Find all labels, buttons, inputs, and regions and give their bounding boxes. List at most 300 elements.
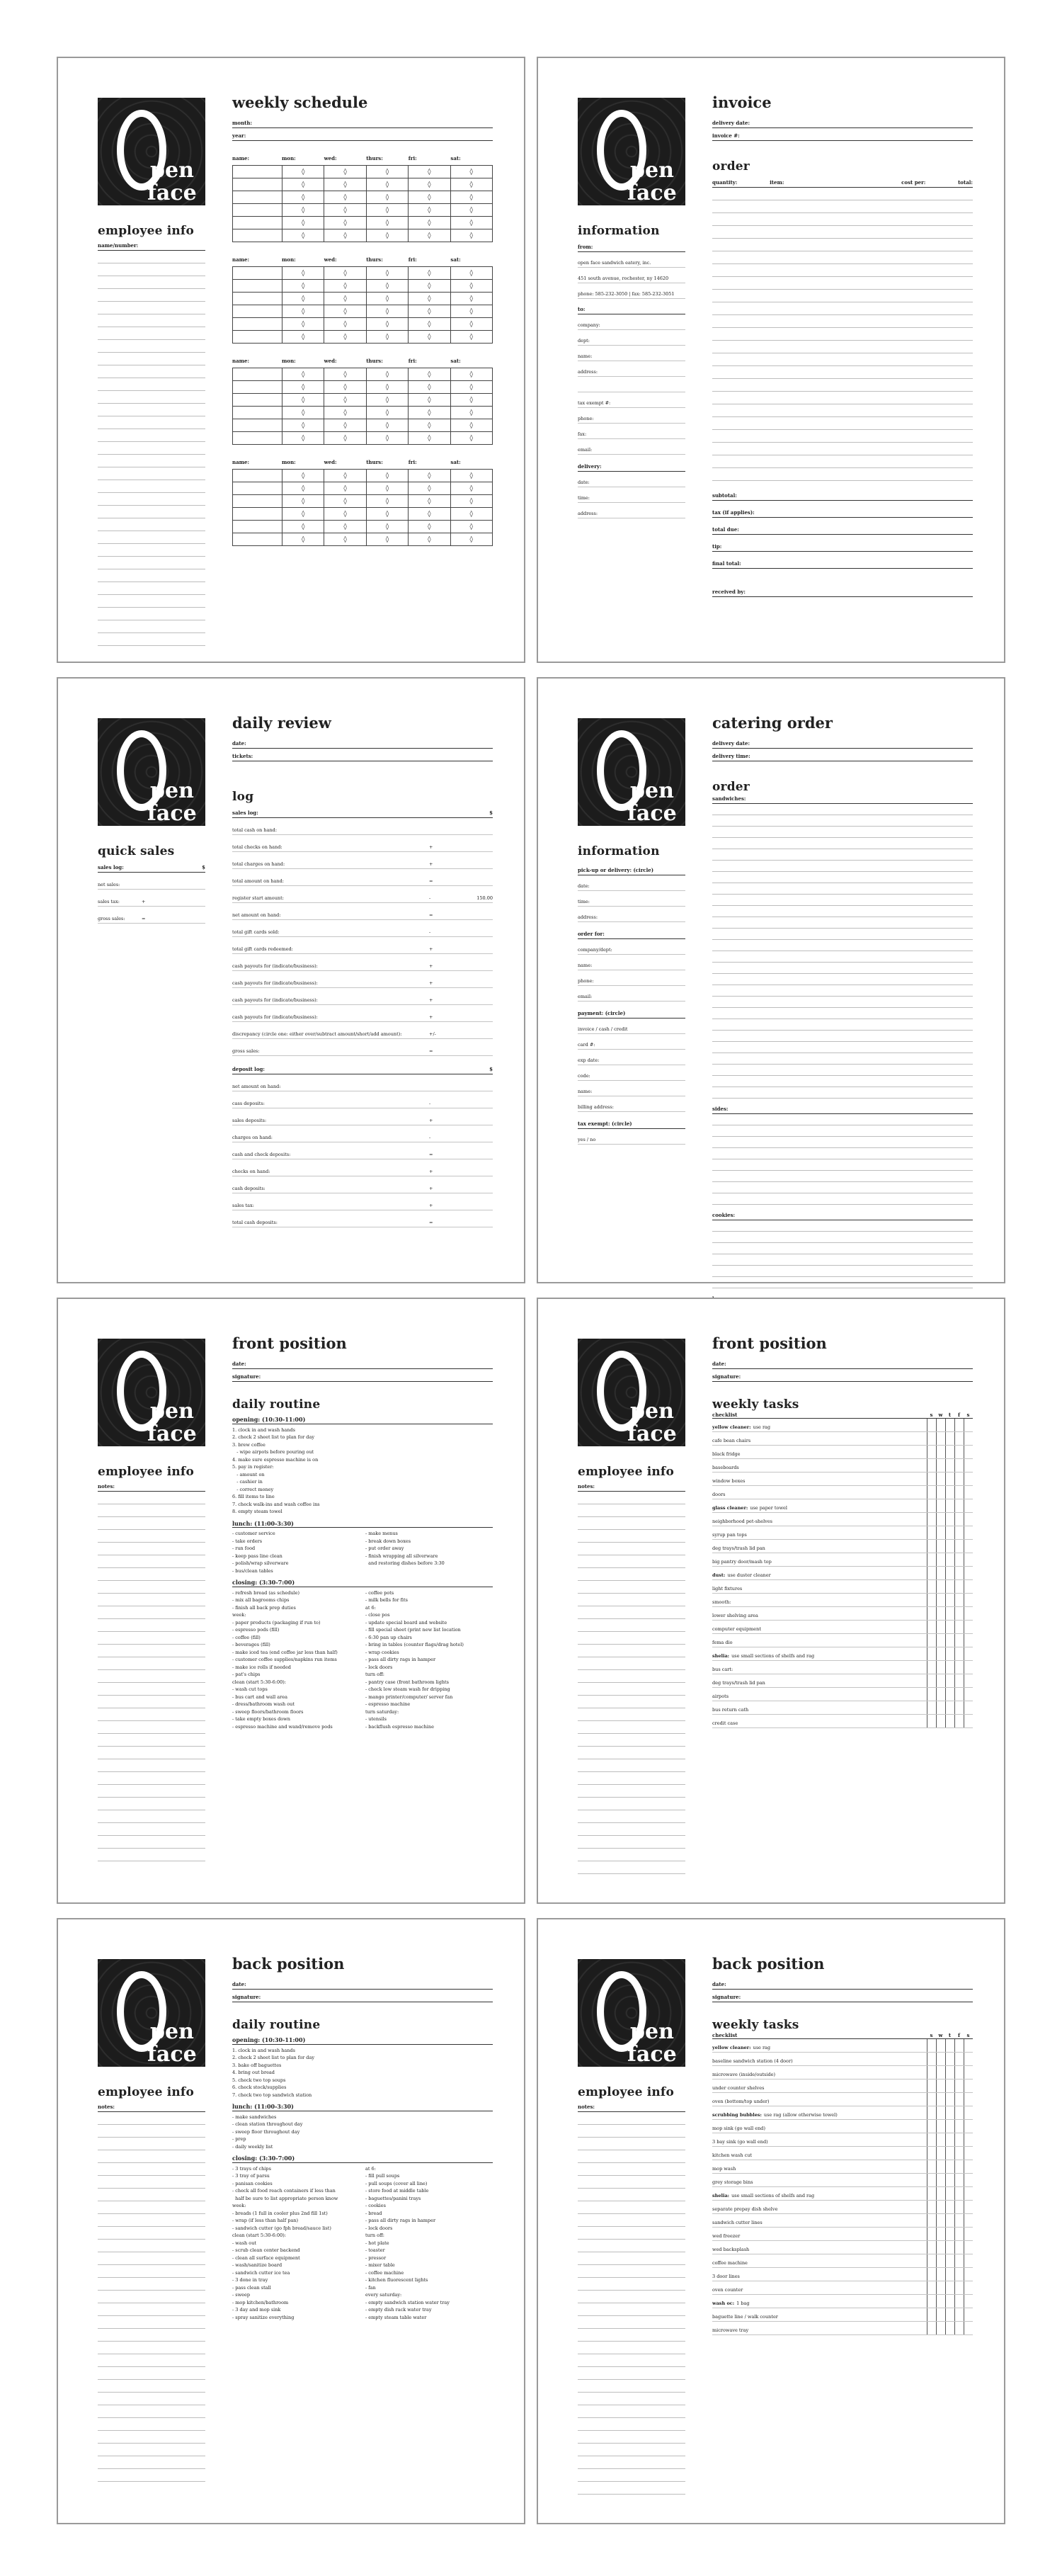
check-cell[interactable] (954, 2228, 964, 2241)
blank-line[interactable] (712, 1277, 973, 1288)
check-cell[interactable] (936, 2039, 945, 2053)
schedule-shift-cell[interactable]: ◊ (409, 381, 450, 394)
check-cell[interactable] (936, 1446, 945, 1459)
blank-line[interactable] (98, 2342, 205, 2354)
schedule-shift-cell[interactable]: ◊ (409, 331, 450, 344)
blank-line[interactable] (98, 1530, 205, 1543)
log-row[interactable] (232, 937, 493, 954)
check-cell[interactable] (964, 1419, 973, 1432)
schedule-shift-cell[interactable]: ◊ (324, 229, 366, 242)
blank-line[interactable] (98, 276, 205, 289)
note-lines[interactable] (578, 2112, 685, 2495)
schedule-shift-cell[interactable]: ◊ (450, 229, 492, 242)
schedule-shift-cell[interactable]: ◊ (282, 508, 324, 521)
schedule-shift-cell[interactable]: ◊ (366, 495, 408, 508)
blank-line[interactable] (578, 1708, 685, 1721)
check-cell[interactable] (964, 1553, 973, 1567)
schedule-name-cell[interactable] (233, 293, 282, 305)
schedule-shift-cell[interactable]: ◊ (450, 318, 492, 331)
check-cell[interactable] (945, 1459, 954, 1473)
blank-line[interactable] (98, 493, 205, 506)
check-cell[interactable] (954, 2174, 964, 2187)
check-cell[interactable] (936, 1688, 945, 1701)
log-row[interactable] (232, 1108, 493, 1125)
schedule-shift-cell[interactable]: ◊ (409, 533, 450, 546)
blank-line[interactable] (98, 2354, 205, 2367)
check-cell[interactable] (964, 1688, 973, 1701)
check-cell[interactable] (936, 2241, 945, 2254)
check-cell[interactable] (936, 1701, 945, 1715)
blank-line[interactable] (98, 1543, 205, 1555)
check-cell[interactable] (964, 1432, 973, 1446)
check-cell[interactable] (927, 2039, 936, 2053)
schedule-shift-cell[interactable]: ◊ (282, 394, 324, 407)
log-row[interactable] (232, 1091, 493, 1108)
blank-line[interactable] (98, 340, 205, 353)
schedule-shift-cell[interactable]: ◊ (450, 407, 492, 419)
date-field[interactable]: date: (712, 1356, 973, 1369)
blank-line[interactable] (578, 1517, 685, 1530)
check-cell[interactable] (954, 2187, 964, 2201)
order-lines[interactable] (712, 188, 973, 481)
log-row[interactable] (232, 1074, 493, 1091)
form-line[interactable]: name: (578, 955, 685, 970)
blank-line[interactable] (98, 1785, 205, 1798)
check-cell[interactable] (945, 2241, 954, 2254)
month-field[interactable]: month: (232, 115, 493, 128)
check-cell[interactable] (927, 2254, 936, 2268)
check-cell[interactable] (927, 1701, 936, 1715)
check-cell[interactable] (945, 2053, 954, 2066)
check-cell[interactable] (964, 2053, 973, 2066)
schedule-shift-cell[interactable]: ◊ (282, 470, 324, 482)
schedule-shift-cell[interactable]: ◊ (450, 419, 492, 432)
check-cell[interactable] (936, 2079, 945, 2093)
schedule-shift-cell[interactable]: ◊ (366, 470, 408, 482)
schedule-name-cell[interactable] (233, 318, 282, 331)
blank-line[interactable] (712, 1182, 973, 1193)
blank-line[interactable] (712, 827, 973, 838)
form-line[interactable]: date: (578, 472, 685, 487)
schedule-shift-cell[interactable]: ◊ (409, 470, 450, 482)
blank-line[interactable] (578, 1568, 685, 1581)
schedule-shift-cell[interactable]: ◊ (366, 267, 408, 280)
schedule-shift-cell[interactable]: ◊ (324, 178, 366, 191)
schedule-shift-cell[interactable]: ◊ (450, 533, 492, 546)
schedule-shift-cell[interactable]: ◊ (409, 267, 450, 280)
check-cell[interactable] (936, 1634, 945, 1647)
schedule-name-cell[interactable] (233, 508, 282, 521)
schedule-shift-cell[interactable]: ◊ (450, 368, 492, 381)
schedule-shift-cell[interactable]: ◊ (450, 331, 492, 344)
check-cell[interactable] (954, 1674, 964, 1688)
check-cell[interactable] (936, 2254, 945, 2268)
blank-line[interactable] (712, 1042, 973, 1053)
blank-line[interactable] (578, 2405, 685, 2418)
schedule-shift-cell[interactable]: ◊ (282, 368, 324, 381)
check-cell[interactable] (936, 1473, 945, 1486)
blank-line[interactable] (712, 1137, 973, 1148)
blank-line[interactable] (578, 1632, 685, 1645)
form-line[interactable]: name: (578, 1081, 685, 1096)
blank-line[interactable] (98, 2291, 205, 2303)
schedule-shift-cell[interactable]: ◊ (324, 331, 366, 344)
schedule-shift-cell[interactable]: ◊ (282, 305, 324, 318)
blank-line[interactable] (578, 1594, 685, 1606)
blank-line[interactable] (712, 1087, 973, 1099)
date-field[interactable]: date: (712, 1977, 973, 1990)
check-cell[interactable] (945, 2308, 954, 2322)
log-row[interactable] (232, 869, 493, 886)
blank-line[interactable] (712, 1148, 973, 1159)
check-cell[interactable] (945, 1513, 954, 1526)
schedule-name-cell[interactable] (233, 533, 282, 546)
blank-line[interactable] (98, 2316, 205, 2329)
blank-line[interactable] (98, 480, 205, 493)
check-cell[interactable] (945, 1446, 954, 1459)
check-cell[interactable] (945, 1647, 954, 1661)
schedule-shift-cell[interactable]: ◊ (409, 280, 450, 293)
schedule-shift-cell[interactable]: ◊ (366, 331, 408, 344)
invoice-number-field[interactable]: invoice #: (712, 128, 973, 141)
schedule-shift-cell[interactable]: ◊ (366, 407, 408, 419)
schedule-shift-cell[interactable]: ◊ (366, 521, 408, 533)
blank-line[interactable] (98, 251, 205, 263)
schedule-shift-cell[interactable]: ◊ (450, 470, 492, 482)
blank-line[interactable] (578, 1645, 685, 1657)
blank-line[interactable] (712, 861, 973, 872)
blank-line[interactable] (98, 378, 205, 391)
check-cell[interactable] (936, 1419, 945, 1432)
blank-line[interactable] (578, 2138, 685, 2150)
form-line[interactable]: yes / no (578, 1129, 685, 1145)
blank-line[interactable] (712, 1125, 973, 1137)
check-cell[interactable] (936, 1459, 945, 1473)
check-cell[interactable] (964, 2187, 973, 2201)
schedule-shift-cell[interactable]: ◊ (282, 267, 324, 280)
check-cell[interactable] (954, 2066, 964, 2079)
schedule-shift-cell[interactable]: ◊ (324, 305, 366, 318)
blank-line[interactable] (578, 2201, 685, 2214)
schedule-name-cell[interactable] (233, 407, 282, 419)
schedule-shift-cell[interactable]: ◊ (324, 204, 366, 217)
check-cell[interactable] (927, 2174, 936, 2187)
form-line[interactable]: invoice / cash / credit (578, 1019, 685, 1034)
check-cell[interactable] (954, 2160, 964, 2174)
check-cell[interactable] (954, 2079, 964, 2093)
check-cell[interactable] (945, 2106, 954, 2120)
schedule-name-cell[interactable] (233, 267, 282, 280)
check-cell[interactable] (954, 1513, 964, 1526)
check-cell[interactable] (964, 2254, 973, 2268)
blank-line[interactable] (712, 226, 973, 239)
check-cell[interactable] (945, 1701, 954, 1715)
blank-line[interactable] (712, 200, 973, 213)
schedule-shift-cell[interactable]: ◊ (282, 204, 324, 217)
check-cell[interactable] (936, 1526, 945, 1540)
blank-line[interactable] (98, 1619, 205, 1632)
blank-line[interactable] (98, 1645, 205, 1657)
schedule-name-cell[interactable] (233, 495, 282, 508)
blank-line[interactable] (98, 518, 205, 531)
blank-line[interactable] (578, 1747, 685, 1759)
blank-line[interactable] (98, 404, 205, 416)
check-cell[interactable] (954, 2147, 964, 2160)
check-cell[interactable] (945, 1567, 954, 1580)
check-cell[interactable] (927, 1634, 936, 1647)
schedule-shift-cell[interactable]: ◊ (366, 178, 408, 191)
blank-line[interactable] (98, 1772, 205, 1785)
blank-line[interactable] (712, 379, 973, 392)
blank-line[interactable] (578, 1504, 685, 1517)
schedule-shift-cell[interactable]: ◊ (409, 521, 450, 533)
signature-field[interactable]: signature: (712, 1369, 973, 1382)
schedule-shift-cell[interactable]: ◊ (366, 318, 408, 331)
blank-line[interactable] (712, 290, 973, 302)
schedule-shift-cell[interactable]: ◊ (282, 166, 324, 178)
check-cell[interactable] (945, 1526, 954, 1540)
check-cell[interactable] (927, 1580, 936, 1594)
blank-line[interactable] (98, 1492, 205, 1504)
form-line[interactable]: open face sandwich eatery, inc. (578, 252, 685, 268)
schedule-shift-cell[interactable]: ◊ (282, 229, 324, 242)
schedule-shift-cell[interactable]: ◊ (409, 204, 450, 217)
blank-line[interactable] (578, 1530, 685, 1543)
blank-line[interactable] (578, 1606, 685, 1619)
total-field[interactable]: subtotal: (712, 484, 973, 501)
blank-line[interactable] (712, 940, 973, 951)
blank-line[interactable] (98, 2303, 205, 2316)
delivery-date-field[interactable]: delivery date: (712, 736, 973, 749)
form-line[interactable]: date: (578, 875, 685, 891)
schedule-shift-cell[interactable]: ◊ (366, 305, 408, 318)
check-cell[interactable] (964, 1621, 973, 1634)
blank-line[interactable] (578, 2163, 685, 2176)
blank-line[interactable] (712, 1232, 973, 1243)
order-lines[interactable] (712, 1114, 973, 1205)
blank-line[interactable] (98, 2138, 205, 2150)
blank-line[interactable] (712, 1243, 973, 1254)
blank-line[interactable] (712, 929, 973, 940)
blank-line[interactable] (712, 468, 973, 481)
schedule-shift-cell[interactable]: ◊ (282, 407, 324, 419)
schedule-shift-cell[interactable]: ◊ (282, 419, 324, 432)
check-cell[interactable] (964, 2281, 973, 2295)
check-cell[interactable] (936, 1607, 945, 1621)
blank-line[interactable] (578, 2252, 685, 2265)
blank-line[interactable] (578, 1810, 685, 1823)
blank-line[interactable] (712, 1266, 973, 1277)
schedule-name-cell[interactable] (233, 204, 282, 217)
blank-line[interactable] (578, 2189, 685, 2201)
check-cell[interactable] (954, 1432, 964, 1446)
check-cell[interactable] (936, 1661, 945, 1674)
schedule-shift-cell[interactable]: ◊ (366, 229, 408, 242)
schedule-shift-cell[interactable]: ◊ (324, 280, 366, 293)
blank-line[interactable] (578, 1861, 685, 1874)
check-cell[interactable] (927, 1473, 936, 1486)
blank-line[interactable] (578, 2291, 685, 2303)
check-cell[interactable] (927, 2201, 936, 2214)
blank-line[interactable] (712, 328, 973, 341)
schedule-shift-cell[interactable]: ◊ (366, 191, 408, 204)
check-cell[interactable] (964, 2106, 973, 2120)
check-cell[interactable] (954, 2268, 964, 2281)
blank-line[interactable] (578, 2150, 685, 2163)
schedule-name-cell[interactable] (233, 521, 282, 533)
check-cell[interactable] (936, 1486, 945, 1499)
check-cell[interactable] (927, 2228, 936, 2241)
check-cell[interactable] (927, 1594, 936, 1607)
blank-line[interactable] (578, 2176, 685, 2189)
check-cell[interactable] (964, 2039, 973, 2053)
blank-line[interactable] (98, 2278, 205, 2291)
blank-line[interactable] (578, 2431, 685, 2444)
blank-line[interactable] (578, 2112, 685, 2125)
check-cell[interactable] (964, 1540, 973, 1553)
note-lines[interactable] (98, 251, 205, 646)
blank-line[interactable] (98, 1683, 205, 1696)
check-cell[interactable] (964, 1701, 973, 1715)
check-cell[interactable] (964, 2160, 973, 2174)
blank-line[interactable] (98, 1759, 205, 1772)
check-cell[interactable] (927, 1419, 936, 1432)
schedule-shift-cell[interactable]: ◊ (366, 381, 408, 394)
schedule-name-cell[interactable] (233, 432, 282, 445)
check-cell[interactable] (954, 1459, 964, 1473)
log-row[interactable] (232, 1039, 493, 1056)
blank-line[interactable] (712, 951, 973, 963)
schedule-shift-cell[interactable]: ◊ (366, 432, 408, 445)
check-cell[interactable] (945, 2228, 954, 2241)
log-row[interactable] (232, 1159, 493, 1176)
check-cell[interactable] (945, 2214, 954, 2228)
check-cell[interactable] (936, 2214, 945, 2228)
check-cell[interactable] (954, 2308, 964, 2322)
total-field[interactable]: final total: (712, 552, 973, 569)
blank-line[interactable] (98, 1594, 205, 1606)
blank-line[interactable] (712, 1008, 973, 1019)
log-row[interactable] (232, 971, 493, 988)
check-cell[interactable] (927, 2106, 936, 2120)
check-cell[interactable] (954, 1473, 964, 1486)
blank-line[interactable] (578, 1581, 685, 1594)
schedule-shift-cell[interactable]: ◊ (282, 191, 324, 204)
note-lines[interactable] (578, 1492, 685, 1874)
blank-line[interactable] (578, 2265, 685, 2278)
check-cell[interactable] (964, 1607, 973, 1621)
check-cell[interactable] (964, 2093, 973, 2106)
schedule-shift-cell[interactable]: ◊ (366, 419, 408, 432)
check-cell[interactable] (954, 2120, 964, 2133)
blank-line[interactable] (712, 430, 973, 443)
blank-line[interactable] (712, 277, 973, 290)
check-cell[interactable] (927, 2133, 936, 2147)
check-cell[interactable] (936, 1540, 945, 1553)
blank-line[interactable] (98, 2405, 205, 2418)
check-cell[interactable] (936, 2174, 945, 2187)
schedule-shift-cell[interactable]: ◊ (409, 482, 450, 495)
schedule-shift-cell[interactable]: ◊ (324, 394, 366, 407)
blank-line[interactable] (98, 2214, 205, 2227)
blank-line[interactable] (98, 416, 205, 429)
blank-line[interactable] (712, 997, 973, 1008)
blank-line[interactable] (578, 2278, 685, 2291)
schedule-shift-cell[interactable]: ◊ (282, 217, 324, 229)
check-cell[interactable] (954, 2201, 964, 2214)
check-cell[interactable] (927, 2079, 936, 2093)
check-cell[interactable] (954, 1540, 964, 1553)
check-cell[interactable] (945, 2039, 954, 2053)
check-cell[interactable] (927, 2147, 936, 2160)
check-cell[interactable] (954, 1446, 964, 1459)
schedule-shift-cell[interactable]: ◊ (282, 533, 324, 546)
schedule-shift-cell[interactable]: ◊ (450, 293, 492, 305)
schedule-shift-cell[interactable]: ◊ (450, 166, 492, 178)
schedule-shift-cell[interactable]: ◊ (324, 217, 366, 229)
check-cell[interactable] (927, 1688, 936, 1701)
check-cell[interactable] (936, 2147, 945, 2160)
schedule-shift-cell[interactable]: ◊ (324, 470, 366, 482)
blank-line[interactable] (98, 2227, 205, 2240)
log-row[interactable] (232, 1022, 493, 1039)
schedule-shift-cell[interactable]: ◊ (366, 368, 408, 381)
blank-line[interactable] (98, 302, 205, 314)
blank-line[interactable] (712, 1076, 973, 1087)
check-cell[interactable] (936, 1432, 945, 1446)
schedule-shift-cell[interactable]: ◊ (450, 217, 492, 229)
schedule-name-cell[interactable] (233, 305, 282, 318)
schedule-shift-cell[interactable]: ◊ (366, 217, 408, 229)
check-cell[interactable] (964, 1459, 973, 1473)
blank-line[interactable] (712, 353, 973, 366)
blank-line[interactable] (578, 2367, 685, 2380)
blank-line[interactable] (98, 1657, 205, 1670)
blank-line[interactable] (98, 2240, 205, 2252)
check-cell[interactable] (927, 1674, 936, 1688)
check-cell[interactable] (927, 1526, 936, 1540)
check-cell[interactable] (954, 1715, 964, 1728)
check-cell[interactable] (927, 1567, 936, 1580)
blank-line[interactable] (712, 1065, 973, 1076)
check-cell[interactable] (964, 2147, 973, 2160)
check-cell[interactable] (936, 2281, 945, 2295)
check-cell[interactable] (964, 1513, 973, 1526)
blank-line[interactable] (712, 366, 973, 379)
schedule-shift-cell[interactable]: ◊ (366, 482, 408, 495)
schedule-shift-cell[interactable]: ◊ (409, 191, 450, 204)
schedule-shift-cell[interactable]: ◊ (450, 482, 492, 495)
blank-line[interactable] (712, 872, 973, 883)
check-cell[interactable] (954, 2241, 964, 2254)
blank-line[interactable] (98, 1823, 205, 1836)
form-line[interactable]: name: (578, 346, 685, 361)
check-cell[interactable] (936, 1621, 945, 1634)
form-line[interactable]: tax exempt #: (578, 392, 685, 408)
check-cell[interactable] (927, 2214, 936, 2228)
check-cell[interactable] (927, 2268, 936, 2281)
blank-line[interactable] (712, 917, 973, 929)
check-cell[interactable] (945, 2160, 954, 2174)
blank-line[interactable] (98, 1798, 205, 1810)
check-cell[interactable] (945, 1499, 954, 1513)
check-cell[interactable] (954, 1567, 964, 1580)
blank-line[interactable] (578, 2303, 685, 2316)
check-cell[interactable] (964, 2295, 973, 2308)
check-cell[interactable] (936, 1567, 945, 1580)
log-row[interactable] (232, 818, 493, 835)
blank-line[interactable] (712, 895, 973, 906)
